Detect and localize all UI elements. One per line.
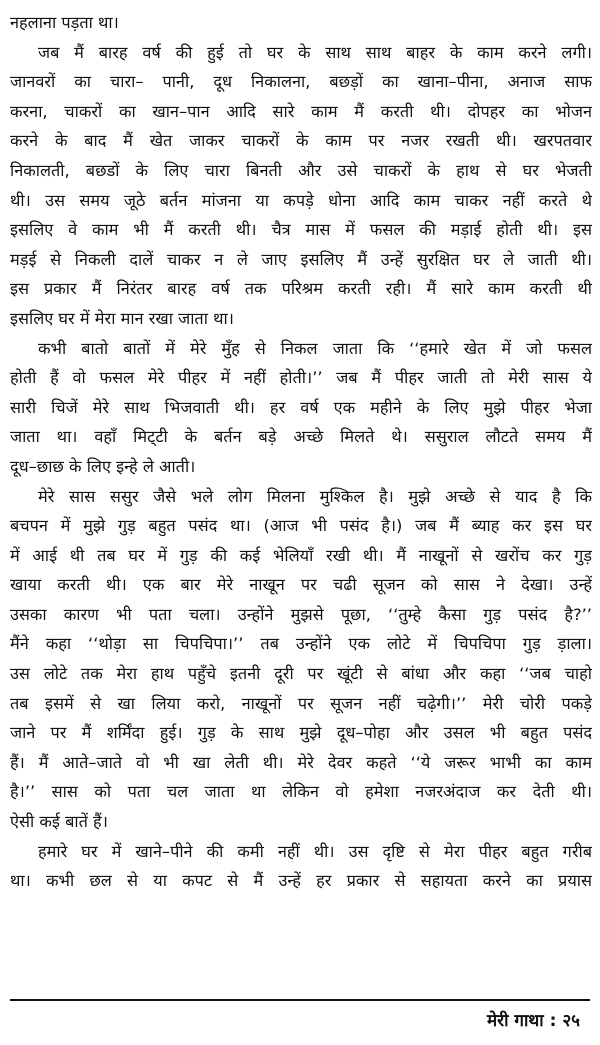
text-line: जब मैं बारह वर्ष की हुई तो घर के साथ साथ बाहर के काम करने लगी। [38, 42, 592, 62]
text-line: मेरे सास ससुर जैसे भले लोग मिलना मुश्किल है। मुझे अच्छे से याद है कि [38, 486, 592, 506]
page-footer [487, 1008, 580, 1031]
text-line: ऐसी कई बातें हैं। [10, 812, 108, 832]
text-line: इस प्रकार मैं निरंतर बारह वर्ष तक परिश्रम करती रही। मैं सारे काम करती थी [10, 279, 592, 299]
text-line: थी। उस समय जूठे बर्तन मांजना या कपड़े धोना आदि काम चाकर नहीं करते थे [10, 190, 592, 210]
footer-rule [10, 999, 590, 1001]
footer-separator: : [543, 1011, 563, 1031]
text-line: तब इसमें से खा लिया करो, नाखूनों पर सूजन नहीं चढ़ेगी।’’ मेरी चोरी पकड़े [10, 693, 592, 713]
text-line: करना, चाकरों का खान–पान आदि सारे काम मैं करती थी। दोपहर का भोजन [10, 101, 592, 121]
page-text [10, 8, 592, 998]
text-line: जाने पर मैं शर्मिंदा हुई। गुड़ के साथ मुझे दूध–पोहा और उसल भी बहुत पसंद [10, 723, 592, 743]
book-title: मेरी गाथा [486, 1011, 544, 1031]
text-line: जानवरों का चारा– पानी, दूध निकालना, बछड़ों का खाना–पीना, अनाज साफ [10, 72, 592, 92]
text-line: हमारे घर में खाने–पीने की कमी नहीं थी। उस दृष्टि से मेरा पीहर बहुत गरीब [38, 841, 592, 861]
text-line: निकालती, बछडों के लिए चारा बिनती और उसे चाकरों के हाथ से घर भेजती [10, 160, 592, 180]
page-number: २५ [562, 1011, 580, 1031]
text-line: उस लोटे तक मेरा हाथ पहुँचे इतनी दूरी पर खूंटी से बांधा और कहा ‘‘जब चाहो [10, 664, 592, 684]
text-line: इसलिए वे काम भी मैं करती थी। चैत्र मास में फसल की मड़ाई होती थी। इस [10, 220, 592, 240]
text-line: बचपन में मुझे गुड़ बहुत पसंद था। (आज भी पसंद है।) जब मैं ब्याह कर इस घर [10, 516, 592, 536]
text-line: नहलाना पड़ता था। [10, 13, 119, 32]
text-line: था। कभी छल से या कपट से मैं उन्हें हर प्रकार से सहायता करने का प्रयास [10, 871, 592, 891]
text-line: उसका कारण भी पता चला। उन्होंने मुझसे पूछा, ‘‘तुम्हे कैसा गुड़ पसंद है?’’ [10, 604, 592, 624]
text-line: होती हैं वो फसल मेरे पीहर में नहीं होती।’’ जब मैं पीहर जाती तो मेरी सास ये [10, 368, 592, 388]
text-line: करने के बाद मैं खेत जाकर चाकरों के काम पर नजर रखती थी। खरपतवार [10, 131, 592, 151]
text-line: मैंने कहा ‘‘थोड़ा सा चिपचिपा।’’ तब उन्होंने एक लोटे में चिपचिपा गुड़ ड़ाला। [10, 634, 592, 654]
text-line: जाता था। वहाँ मिट्‌टी के बर्तन बड़े अच्छे मिलते थे। ससुराल लौटते समय मैं [10, 427, 592, 447]
text-line: मड़ई से निकली दालें चाकर न ले जाए इसलिए मैं उन्हें सुरक्षित घर ले जाती थी। [10, 249, 592, 269]
text-line: कभी बातो बातों में मेरे मुँह से निकल जाता कि ‘‘हमारे खेत में जो फसल [38, 338, 592, 358]
text-line: खाया करती थी। एक बार मेरे नाखून पर चढी सूजन को सास ने देखा। उन्हें [10, 575, 592, 595]
text-line: है।’’ सास को पता चल जाता था लेकिन वो हमेशा नजरअंदाज कर देती थी। [10, 782, 592, 802]
text-line: हैं। मैं आते–जाते वो भी खा लेती थी। मेरे देवर कहते ‘‘ये जरूर भाभी का काम [10, 752, 592, 772]
text-line: दूध–छाछ के लिए इन्हे ले आती। [10, 456, 196, 476]
text-line: में आई थी तब घर में गुड़ की कई भेलियाँ रखी थी। मैं नाखूनों से खरोंच कर गुड़ [10, 545, 592, 565]
text-line: इसलिए घर में मेरा मान रखा जाता था। [10, 308, 234, 328]
text-line: सारी चिजें मेरे साथ भिजवाती थी। हर वर्ष एक महीने के लिए मुझे पीहर भेजा [10, 397, 592, 417]
